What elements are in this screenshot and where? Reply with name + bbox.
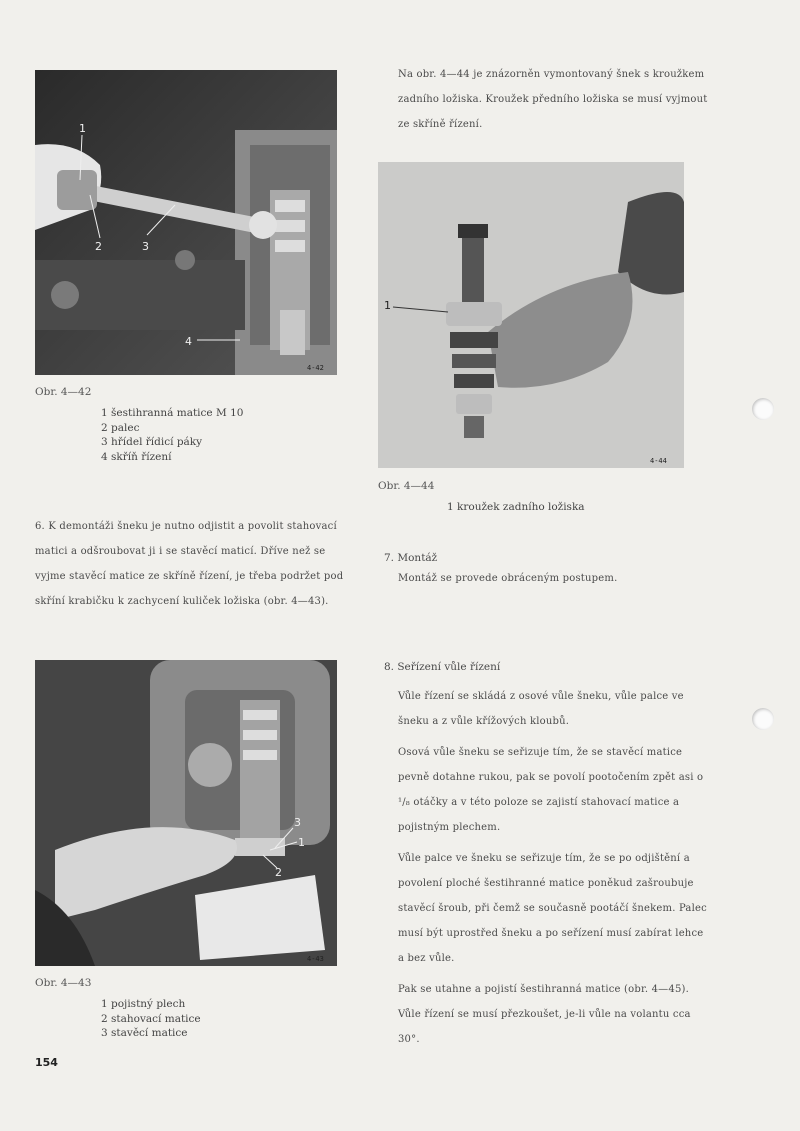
step8-paragraph: Vůle řízení se skládá z osové vůle šneku, vůle palce ve šneku a z vůle křížových kloubů. [398,691,684,727]
fig42-legend [101,406,243,464]
fig43-callout-2: 2 [275,866,282,879]
fig43-code: 4-43 [307,955,324,963]
punch-hole [752,398,774,420]
page-number: 154 [35,1056,58,1069]
fig43-callout-1: 1 [298,836,305,849]
fig44-callout-1: 1 [384,299,391,312]
step8-paragraph: Pak se utahne a pojistí šestihranná matice (obr. 4—45). Vůle řízení se musí přezkoušet, je-li vůle na volantu cca 30°. [398,984,691,1045]
fig42-caption: Obr. 4—42 [35,386,92,398]
step8-paragraph: Vůle palce ve šneku se seřizuje tím, že se po odjištění a povolení ploché šestihranné matice poněkud zašroubuje stavěcí šroub, při čemž se současně pootáčí šnekem. Palec musí být uprostřed šneku a po seřízení musí zabírat lehce a bez vůle. [398,853,707,964]
fig44-legend [447,500,585,515]
fig43-legend-item: 2 stahovací matice [101,1012,201,1025]
fig42-code: 4-42 [307,364,324,372]
step6-paragraph: 6. K demontáži šneku je nutno odjistit a povolit stahovací matici a odšroubovat ji i se stavěcí maticí. Dříve než se vyjme stavěcí matice ze skříně řízení, je třeba podržet pod skříní krabičku k zachycení kuliček ložiska (obr. 4—43). [35,521,344,607]
fig42-legend-item: 1 šestihranná matice M 10 [101,407,244,419]
punch-hole [752,708,774,730]
fig42-legend-item: 4 skříň řízení [101,450,172,463]
figure-4-42-photo [35,70,337,375]
fig43-caption: Obr. 4—43 [35,977,92,989]
fig42-callout-2: 2 [95,240,102,253]
fig44-legend-item: 1 kroužek zadního ložiska [447,501,585,513]
fig44-code: 4-44 [650,457,667,465]
fig43-legend-item: 3 stavěcí matice [101,1027,188,1039]
figure-4-44-photo [378,162,684,468]
step8-body [398,684,708,1058]
fig43-legend-item: 1 pojistný plech [101,998,186,1010]
fig42-callout-3: 3 [142,240,149,253]
worm-shaft-photo [378,162,684,468]
adjusting-nut-photo [35,660,337,966]
step8-paragraph: Osová vůle šneku se seřizuje tím, že se stavěcí matice pevně dotahne rukou, pak se povolí pootočením zpět asi o ¹/₈ otáčky a v této poloze se zajistí stahovací matice a pojistným plechem. [398,747,704,833]
step7-title: 7. Montáž [384,552,438,564]
fig43-legend [101,997,201,1041]
intro-paragraph: Na obr. 4—44 je znázorněn vymontovaný šnek s kroužkem zadního ložiska. Kroužek předního ložiska se musí vyjmout ze skříně řízení. [398,69,708,130]
step7-body: Montáž se provede obráceným postupem. [398,573,618,584]
step8-title: 8. Seřízení vůle řízení [384,661,501,673]
fig42-legend-item: 2 palec [101,421,140,434]
fig44-caption: Obr. 4—44 [378,480,435,492]
fig42-legend-item: 3 hřídel řídicí páky [101,436,203,448]
fig42-callout-1: 1 [79,122,86,135]
fig43-callout-3: 3 [294,816,301,829]
steering-box-photo [35,70,337,375]
figure-4-43-photo [35,660,337,966]
fig42-callout-4: 4 [185,335,192,348]
